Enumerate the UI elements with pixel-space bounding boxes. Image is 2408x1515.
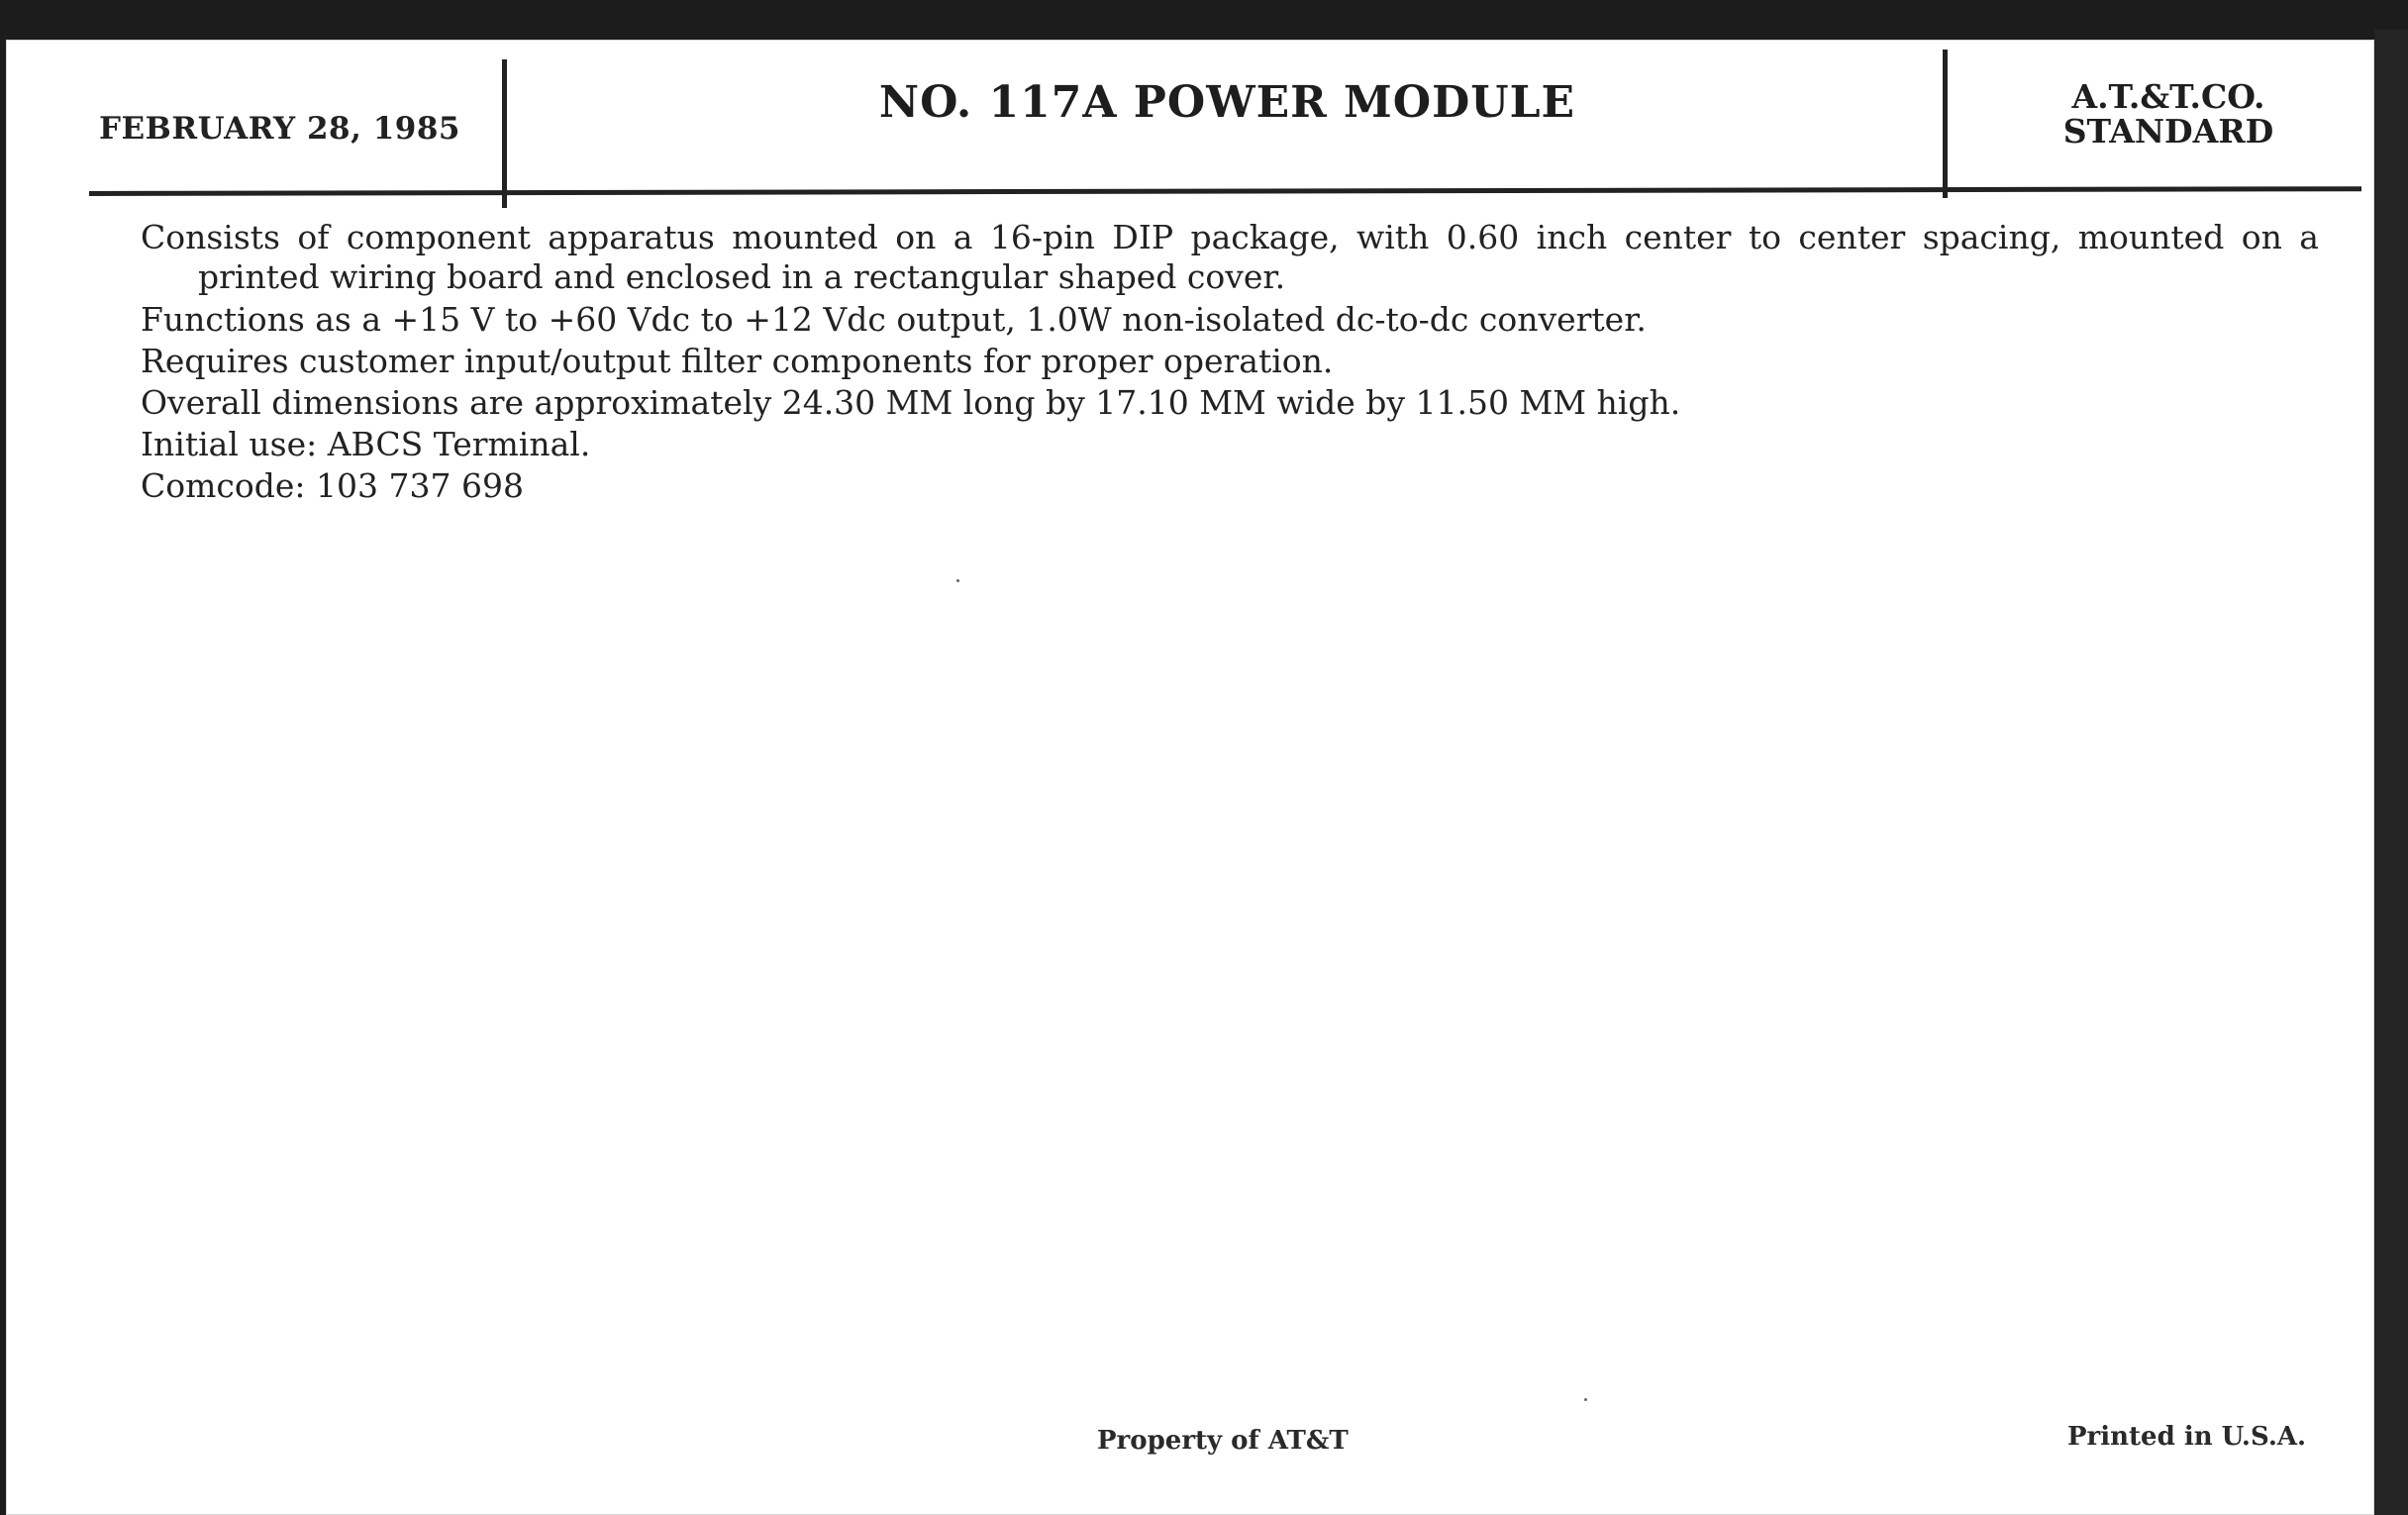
scan-edge [2374,30,2408,1515]
paragraph-comcode: Comcode: 103 737 698 [141,466,524,505]
standard-mark [1970,79,2366,149]
footer-printed: Printed in U.S.A. [2067,1422,2307,1452]
document-date: FEBRUARY 28, 1985 [99,111,460,147]
paragraph-initial-use: Initial use: ABCS Terminal. [141,425,591,463]
scan-speck [956,579,959,582]
document-body [141,218,2319,507]
paragraph-description: Consists of component apparatus mounted on a 16-pin DIP package, with 0.60 inch center to center spacing, mounted on a printed wiring board and enclosed in a rectangular shaped cover. [141,218,2319,296]
document-title: NO. 117A POWER MODULE [878,77,1576,128]
standard-line-1: A.T.&T.CO. [2071,77,2265,116]
standard-line-2: STANDARD [2062,112,2274,151]
header-divider-right [1943,50,1948,198]
paragraph-dimensions: Overall dimensions are approximately 24.30 MM long by 17.10 MM wide by 11.50 MM high. [141,383,1681,422]
paragraph-requirements: Requires customer input/output filter components for proper operation. [141,342,1334,380]
paragraph-function: Functions as a +15 V to +60 Vdc to +12 Vdc output, 1.0W non-isolated dc-to-dc converter. [141,300,1647,339]
footer-property: Property of AT&T [1097,1426,1349,1456]
scan-speck [1584,1398,1587,1401]
